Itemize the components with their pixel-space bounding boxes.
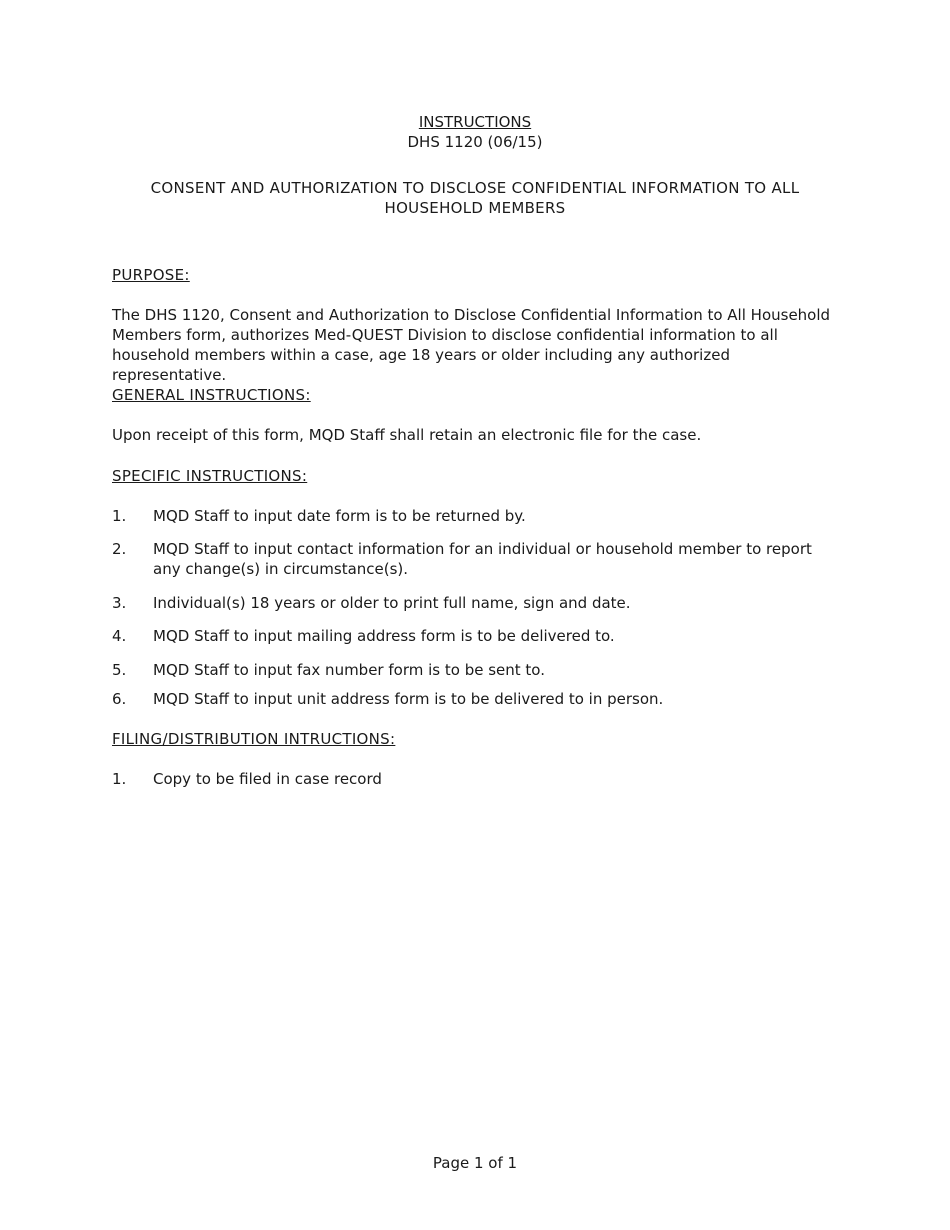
item-text: MQD Staff to input date form is to be returned by. xyxy=(153,507,526,525)
filing-instructions-heading: FILING/DISTRIBUTION INTRUCTIONS: xyxy=(112,730,396,748)
item-number: 1. xyxy=(112,507,127,525)
document-title: INSTRUCTIONS xyxy=(418,113,532,131)
item-number: 3. xyxy=(112,594,127,612)
page-number: Page 1 of 1 xyxy=(432,1154,518,1172)
item-text: Copy to be filed in case record xyxy=(153,770,382,788)
general-instructions-text: Upon receipt of this form, MQD Staff shall retain an electronic file for the case. xyxy=(112,426,702,444)
item-text: MQD Staff to input contact information for an individual or household member to report any change(s) in circumstance(s). xyxy=(153,540,812,578)
item-number: 1. xyxy=(112,770,127,788)
item-number: 5. xyxy=(112,661,127,679)
item-text: MQD Staff to input unit address form is to be delivered to in person. xyxy=(153,690,664,708)
document-subtitle: CONSENT AND AUTHORIZATION TO DISCLOSE CONFIDENTIAL INFORMATION TO ALL HOUSEHOLD MEMBERS xyxy=(150,179,800,217)
item-text: MQD Staff to input fax number form is to be sent to. xyxy=(153,661,545,679)
item-number: 6. xyxy=(112,690,127,708)
purpose-heading: PURPOSE: xyxy=(112,266,190,284)
specific-instructions-heading: SPECIFIC INSTRUCTIONS: xyxy=(112,467,308,485)
purpose-text: The DHS 1120, Consent and Authorization to Disclose Confidential Information to All Household Members form, authorizes Med-QUEST Division to disclose confidential information to all household members within a case, age 18 years or older including any authorized representative. xyxy=(112,306,831,384)
item-text: Individual(s) 18 years or older to print full name, sign and date. xyxy=(153,594,631,612)
item-number: 2. xyxy=(112,540,127,558)
item-number: 4. xyxy=(112,627,127,645)
general-instructions-heading: GENERAL INSTRUCTIONS: xyxy=(112,386,311,404)
form-number: DHS 1120 (06/15) xyxy=(407,133,543,151)
item-text: MQD Staff to input mailing address form is to be delivered to. xyxy=(153,627,615,645)
